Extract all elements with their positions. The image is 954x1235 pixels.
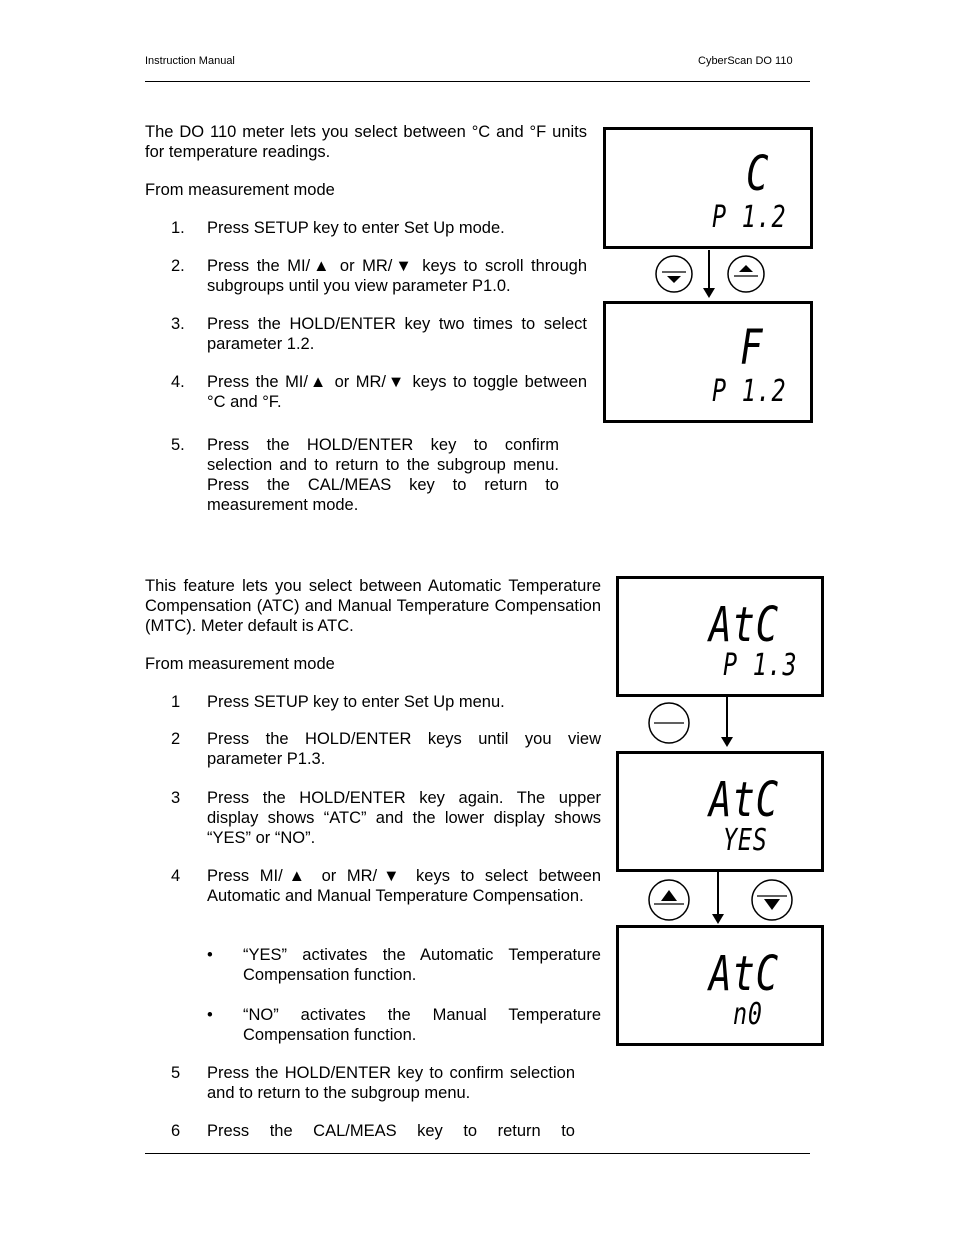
key-arrow-connector-2 (640, 872, 810, 928)
s2-step3-text: Press the HOLD/ENTER key again. The upper display shows “ATC” and the lower display shows “YES” or “NO”. (207, 789, 601, 847)
lcd-display-atc-no (616, 925, 824, 1046)
lcd-lower-readout: P 1.3 (723, 648, 798, 683)
header-left: Instruction Manual (145, 55, 235, 67)
enter-key-arrow-connector (640, 697, 750, 751)
s2-step4-number: 4 (171, 867, 181, 885)
header-rule (145, 81, 810, 82)
section1-from: From measurement mode (145, 181, 335, 199)
lcd-lower-readout: n0 (733, 997, 763, 1032)
header-right: CyberScan DO 110 (698, 55, 793, 67)
s2-step6-text: Press the CAL/MEAS key to return to (207, 1122, 575, 1140)
bullet-no-text: “NO” activates the Manual Temperature Compensation function. (243, 1006, 601, 1044)
s1-step1-number: 1. (171, 219, 185, 237)
s2-step5-number: 5 (171, 1064, 181, 1082)
s1-step5-number: 5. (171, 436, 185, 454)
bullet-yes-text: “YES” activates the Automatic Temperature Compensation function. (243, 946, 601, 984)
section1-intro: The DO 110 meter lets you select between °C and °F units for temperature readings. (145, 123, 587, 161)
lcd-lower-readout: P 1.2 (712, 200, 787, 235)
bullet-marker: • (207, 946, 213, 964)
lcd-upper-readout: AtC (709, 946, 779, 1002)
lcd-upper-readout: F (740, 320, 764, 376)
footer-rule (145, 1153, 810, 1154)
s1-step2-text: Press the MI/▲ or MR/▼ keys to scroll through subgroups until you view parameter P1.0. (207, 257, 587, 295)
section2-from: From measurement mode (145, 655, 335, 673)
s2-step5-text: Press the HOLD/ENTER key to confirm selection and to return to the subgroup menu. (207, 1064, 575, 1102)
key-arrow-connector-1 (650, 250, 770, 302)
s1-step4-number: 4. (171, 373, 185, 391)
s1-step3-text: Press the HOLD/ENTER key two times to select parameter 1.2. (207, 315, 587, 353)
lcd-display-celsius (603, 127, 813, 249)
lcd-upper-readout: AtC (709, 597, 779, 653)
s1-step2-number: 2. (171, 257, 185, 275)
lcd-display-atc-param (616, 576, 824, 697)
lcd-lower-readout: P 1.2 (712, 374, 787, 409)
lcd-display-fahrenheit (603, 301, 813, 423)
s2-step2-number: 2 (171, 730, 181, 748)
section2-intro: This feature lets you select between Automatic Temperature Compensation (ATC) and Manual Temperature Compensation (MTC). Meter default is ATC. (145, 577, 601, 635)
s1-step1-text: Press SETUP key to enter Set Up mode. (207, 219, 505, 237)
s2-step1-number: 1 (171, 693, 181, 711)
s1-step3-number: 3. (171, 315, 185, 333)
bullet-marker: • (207, 1006, 213, 1024)
lcd-display-atc-yes (616, 751, 824, 872)
s2-step1-text: Press SETUP key to enter Set Up menu. (207, 693, 505, 711)
s1-step4-text: Press the MI/▲ or MR/▼ keys to toggle between °C and °F. (207, 373, 587, 411)
s2-step3-number: 3 (171, 789, 181, 807)
s2-step6-number: 6 (171, 1122, 181, 1140)
s1-step5-text: Press the HOLD/ENTER key to confirm selection and to return to the subgroup menu. Press the CAL/MEAS key to return to measurement mode. (207, 436, 559, 514)
lcd-upper-readout: C (746, 146, 770, 202)
s2-step4-text: Press MI/▲ or MR/▼ keys to select between Automatic and Manual Temperature Compensation. (207, 867, 601, 905)
s2-step2-text: Press the HOLD/ENTER keys until you view parameter P1.3. (207, 730, 601, 768)
lcd-upper-readout: AtC (709, 772, 779, 828)
lcd-lower-readout: YES (723, 823, 768, 858)
